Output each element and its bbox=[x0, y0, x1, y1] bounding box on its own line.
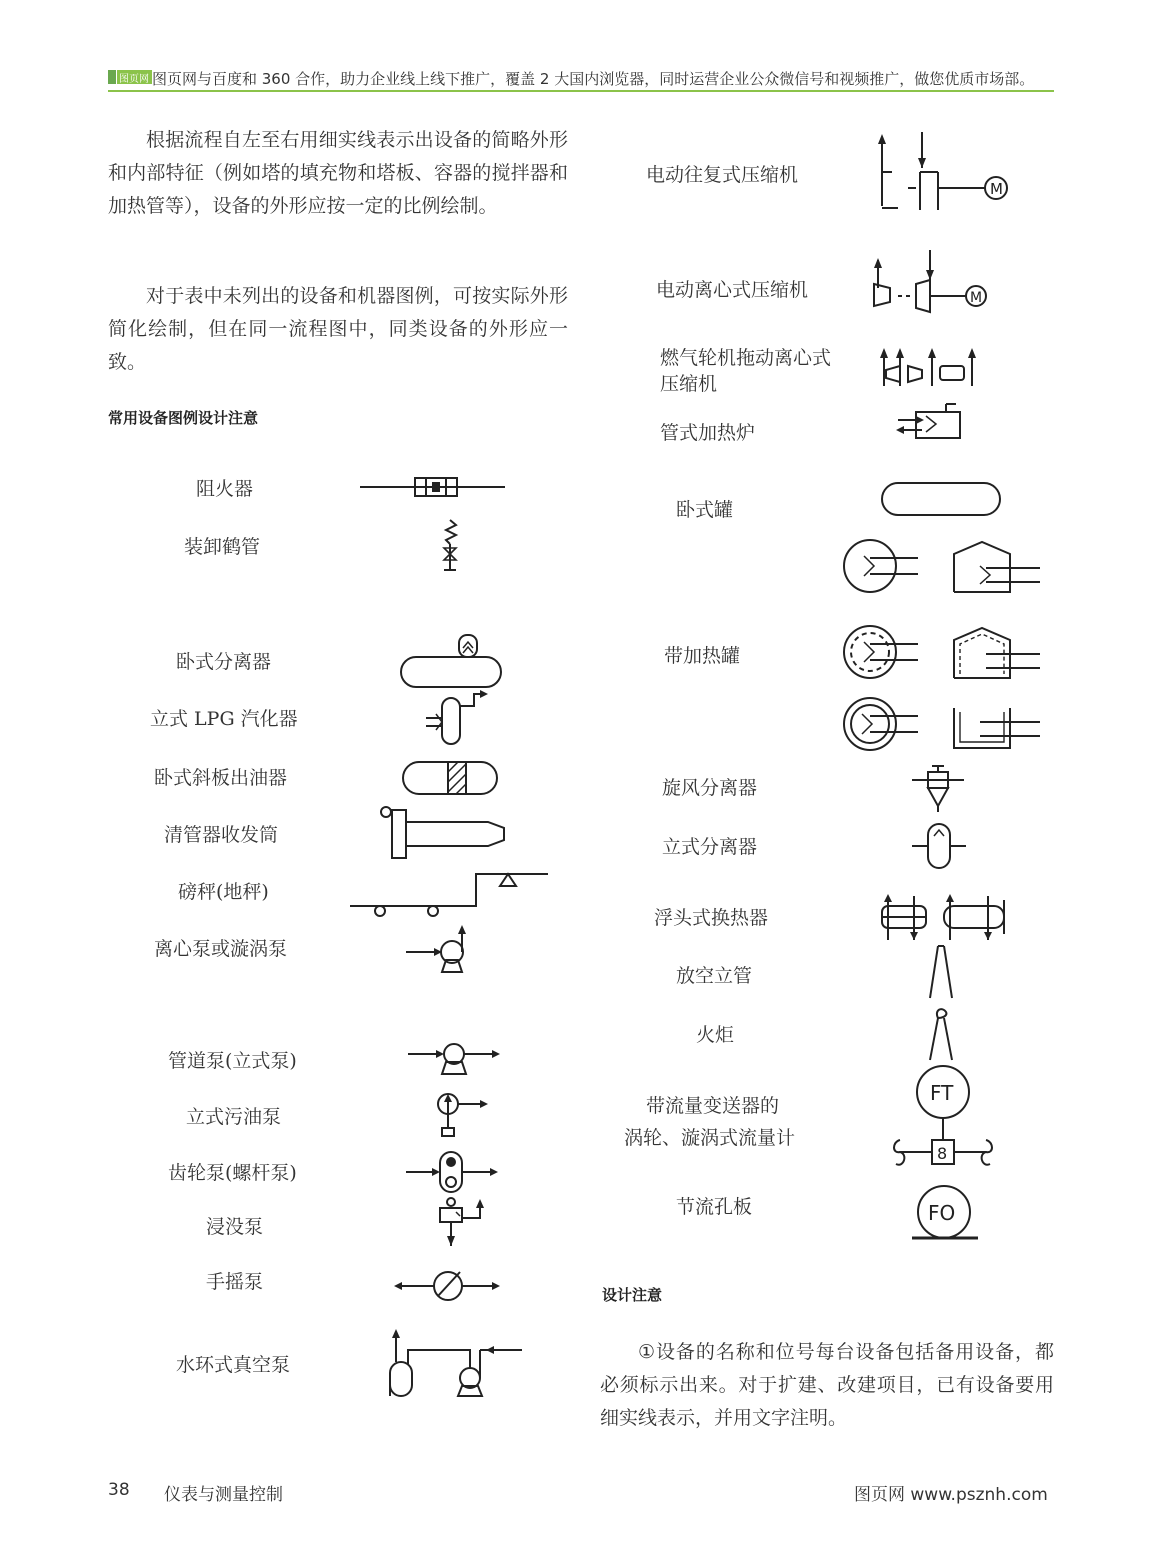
hand-pump-symbol bbox=[394, 1264, 506, 1308]
lpg-vaporizer-symbol bbox=[424, 688, 494, 750]
footer-site-link[interactable]: 图页网 www.psznh.com bbox=[854, 1485, 1048, 1505]
label-tube-heater: 管式加热炉 bbox=[660, 422, 756, 444]
label-inline-pump: 管道泵(立式泵) bbox=[168, 1050, 297, 1072]
heated-cone-roof-tank-symbol bbox=[950, 624, 1044, 682]
liquid-ring-vacuum-pump-symbol bbox=[386, 1326, 526, 1400]
inline-pump-symbol bbox=[406, 1038, 506, 1078]
site-logo bbox=[108, 68, 152, 86]
vertical-separator-symbol bbox=[908, 820, 970, 872]
intro-paragraph-2: 对于表中未列出的设备和机器图例，可按实际外形简化绘制，但在同一流程图中，同类设备的外形应一致。 bbox=[108, 285, 568, 373]
svg-text:M: M bbox=[970, 290, 983, 306]
label-heated-tank: 带加热罐 bbox=[664, 645, 741, 667]
flame-arrester-symbol bbox=[360, 472, 510, 502]
centrifugal-compressor-symbol bbox=[868, 244, 998, 314]
flowmeter-symbol bbox=[892, 1062, 994, 1174]
flare-symbol bbox=[924, 1004, 958, 1062]
label-orifice-plate: 节流孔板 bbox=[676, 1196, 753, 1218]
label-flame-arrester: 阻火器 bbox=[196, 478, 254, 500]
design-note-paragraph: ①设备的名称和位号每台设备包括备用设备，都必须标示出来。对于扩建、改建项目，已有设备要用细实线表示，并用文字注明。 bbox=[600, 1341, 1054, 1429]
label-vertical-separator: 立式分离器 bbox=[662, 836, 758, 858]
svg-text:图页网: 图页网 bbox=[119, 74, 149, 85]
label-hand-pump: 手摇泵 bbox=[206, 1271, 264, 1293]
label-gear-pump: 齿轮泵(螺杆泵) bbox=[168, 1162, 297, 1184]
label-pig-launcher: 清管器收发筒 bbox=[164, 824, 279, 846]
horizontal-separator-symbol bbox=[396, 632, 506, 692]
label-inclined-plate-separator: 卧式斜板出油器 bbox=[154, 767, 288, 789]
horizontal-tank-symbol bbox=[878, 480, 1004, 520]
section-title-design-notes: 设计注意 bbox=[602, 1286, 663, 1304]
label-reciprocating-compressor: 电动往复式压缩机 bbox=[646, 164, 799, 186]
gear-pump-symbol bbox=[404, 1148, 504, 1196]
centrifugal-pump-symbol bbox=[404, 922, 479, 977]
label-vent-stack: 放空立管 bbox=[676, 965, 753, 987]
label-weighbridge: 磅秤(地秤) bbox=[178, 881, 269, 903]
round-tank-coil-symbol bbox=[840, 536, 922, 596]
svg-text:M: M bbox=[990, 180, 1003, 198]
orifice-plate-symbol bbox=[906, 1182, 984, 1242]
submerged-pump-symbol bbox=[432, 1196, 492, 1254]
label-cyclone-separator: 旋风分离器 bbox=[662, 777, 758, 799]
label-floating-head-exchanger: 浮头式换热器 bbox=[654, 907, 769, 929]
floating-head-exchanger-symbol bbox=[876, 890, 1014, 946]
label-centrifugal-pump: 离心泵或漩涡泵 bbox=[154, 938, 288, 960]
label-submerged-pump: 浸没泵 bbox=[206, 1216, 264, 1238]
label-gas-turbine-compressor-line2: 压缩机 bbox=[660, 373, 718, 395]
header-divider bbox=[108, 90, 1054, 92]
label-liquid-ring-vacuum-pump: 水环式真空泵 bbox=[176, 1354, 291, 1376]
tube-heater-symbol bbox=[896, 402, 968, 442]
section-title-legend: 常用设备图例设计注意 bbox=[108, 409, 259, 427]
pig-launcher-symbol bbox=[378, 804, 518, 862]
cyclone-separator-symbol bbox=[908, 764, 968, 814]
label-horizontal-tank: 卧式罐 bbox=[676, 499, 734, 521]
svg-text:8: 8 bbox=[937, 1144, 948, 1163]
reciprocating-compressor-symbol bbox=[872, 128, 1012, 216]
label-loading-arm: 装卸鹤管 bbox=[184, 536, 261, 558]
svg-text:FT: FT bbox=[930, 1081, 954, 1105]
svg-text:FO: FO bbox=[928, 1201, 956, 1225]
jacketed-open-tank-symbol bbox=[950, 704, 1044, 754]
label-gas-turbine-compressor-line1: 燃气轮机拖动离心式 bbox=[660, 347, 832, 369]
intro-paragraph-1: 根据流程自左至右用细实线表示出设备的简略外形和内部特征（例如塔的填充物和塔板、容器的搅拌器和加热管等），设备的外形应按一定的比例绘制。 bbox=[108, 129, 568, 217]
label-flowmeter-line2: 涡轮、漩涡式流量计 bbox=[624, 1127, 796, 1149]
label-centrifugal-compressor: 电动离心式压缩机 bbox=[656, 279, 809, 301]
label-vertical-sump-pump: 立式污油泵 bbox=[186, 1106, 282, 1128]
magazine-title: 仪表与测量控制 bbox=[164, 1485, 283, 1505]
vent-stack-symbol bbox=[924, 942, 958, 1002]
weighbridge-symbol bbox=[348, 866, 553, 920]
header-banner: 图页网与百度和 360 合作，助力企业线上线下推广，覆盖 2 大国内浏览器，同时运营企业公众微信号和视频推广，做您优质市场部。 bbox=[152, 70, 1035, 88]
jacketed-round-tank-symbol bbox=[840, 694, 922, 754]
label-horizontal-separator: 卧式分离器 bbox=[176, 651, 272, 673]
gas-turbine-compressor-symbol bbox=[878, 342, 982, 392]
cone-roof-tank-coil-symbol bbox=[950, 538, 1044, 596]
inclined-plate-separator-symbol bbox=[400, 758, 500, 798]
loading-arm-symbol bbox=[438, 518, 468, 574]
label-lpg-vaporizer: 立式 LPG 汽化器 bbox=[150, 708, 298, 730]
label-flare: 火炬 bbox=[696, 1024, 735, 1046]
page-number: 38 bbox=[108, 1480, 130, 1500]
heated-round-tank-symbol bbox=[840, 622, 922, 682]
vertical-sump-pump-symbol bbox=[434, 1090, 494, 1140]
label-flowmeter-line1: 带流量变送器的 bbox=[646, 1095, 780, 1117]
